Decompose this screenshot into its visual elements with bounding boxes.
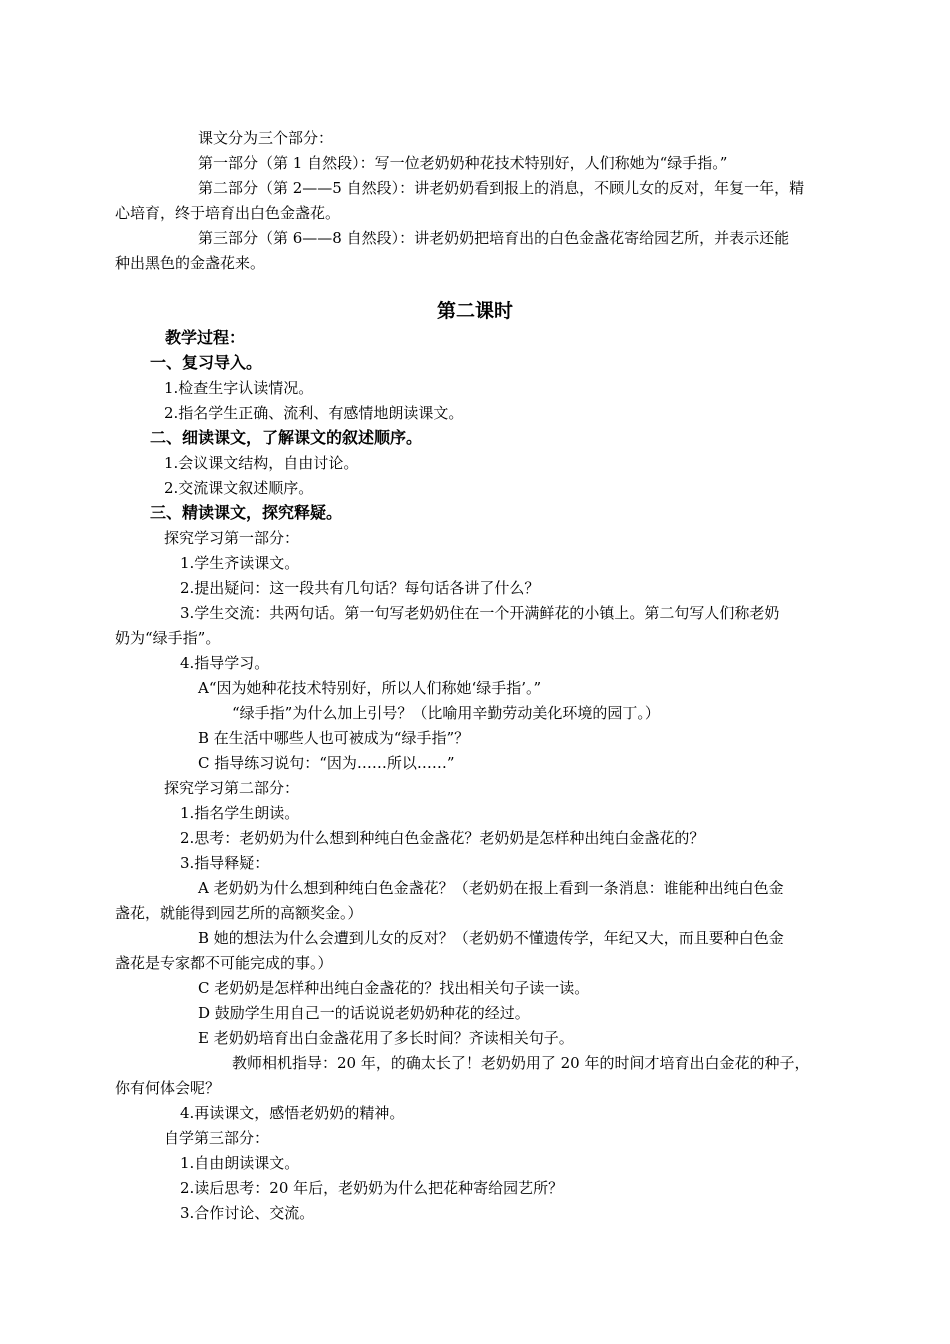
list-item: 盏花，就能得到园艺所的高额奖金。）	[115, 904, 363, 922]
list-item: 2.思考：老奶奶为什么想到种纯白色金盏花？老奶奶是怎样种出纯白金盏花的？	[180, 829, 705, 847]
section-heading: 一、复习导入。	[150, 353, 263, 372]
list-item: 1.检查生字认读情况。	[164, 379, 314, 397]
list-item: 4.指导学习。	[180, 654, 270, 672]
list-item: 2.提出疑问：这一段共有几句话？每句话各讲了什么？	[180, 579, 540, 597]
list-item: “绿手指”为什么加上引号？（比喻用辛勤劳动美化环境的园丁。）	[232, 704, 660, 722]
list-item: A“因为她种花技术特别好，所以人们称她‘绿手指’。”	[198, 679, 542, 697]
list-item: 2.交流课文叙述顺序。	[164, 479, 314, 497]
list-item: 你有何体会呢？	[115, 1079, 221, 1097]
process-heading: 教学过程：	[165, 328, 246, 347]
list-item: 4.再读课文，感悟老奶奶的精神。	[180, 1104, 405, 1122]
list-item: 3.合作讨论、交流。	[180, 1204, 315, 1222]
intro-line: 第一部分（第 1 自然段）：写一位老奶奶种花技术特别好，人们称她为“绿手指。”	[198, 154, 728, 172]
list-item: 1.自由朗读课文。	[180, 1154, 300, 1172]
list-item: E 老奶奶培育出白金盏花用了多长时间？齐读相关句子。	[198, 1029, 574, 1047]
list-item: 3.学生交流：共两句话。第一句写老奶奶住在一个开满鲜花的小镇上。第二句写人们称老奶	[180, 604, 780, 622]
intro-line: 第三部分（第 6——8 自然段）：讲老奶奶把培育出的白色金盏花寄给园艺所，并表示还能	[198, 229, 790, 247]
subsection-heading: 探究学习第二部分：	[164, 779, 300, 797]
list-item: 奶为“绿手指”。	[115, 629, 221, 647]
list-item: 3.指导释疑：	[180, 854, 270, 872]
list-item: B 在生活中哪些人也可被成为“绿手指”？	[198, 729, 470, 747]
list-item: C 老奶奶是怎样种出纯白金盏花的？找出相关句子读一读。	[198, 979, 590, 997]
list-item: 2.读后思考：20 年后，老奶奶为什么把花种寄给园艺所？	[180, 1179, 564, 1197]
intro-line: 第二部分（第 2——5 自然段）：讲老奶奶看到报上的消息，不顾儿女的反对，年复一年，精	[198, 179, 805, 197]
list-item: 1.会议课文结构，自由讨论。	[164, 454, 359, 472]
intro-line: 种出黑色的金盏花来。	[115, 254, 266, 272]
list-item: 2.指名学生正确、流利、有感情地朗读课文。	[164, 404, 464, 422]
list-item: C 指导练习说句：“因为……所以……”	[198, 754, 455, 772]
list-item: 教师相机指导：20 年，的确太长了！老奶奶用了 20 年的时间才培育出白金花的种子，	[232, 1054, 810, 1072]
section-heading: 三、精读课文，探究释疑。	[150, 503, 343, 522]
list-item: 盏花是专家都不可能完成的事。）	[115, 954, 333, 972]
intro-line: 课文分为三个部分：	[198, 129, 334, 147]
list-item: A 老奶奶为什么想到种纯白色金盏花？（老奶奶在报上看到一条消息：谁能种出纯白色金	[198, 879, 784, 897]
list-item: 1.指名学生朗读。	[180, 804, 300, 822]
subsection-heading: 探究学习第一部分：	[164, 529, 300, 547]
list-item: B 她的想法为什么会遭到儿女的反对？（老奶奶不懂遗传学，年纪又大，而且要种白色金	[198, 929, 784, 947]
subsection-heading: 自学第三部分：	[164, 1129, 270, 1147]
intro-line: 心培育，终于培育出白色金盏花。	[115, 204, 341, 222]
list-item: 1.学生齐读课文。	[180, 554, 300, 572]
list-item: D 鼓励学生用自己一的话说说老奶奶种花的经过。	[198, 1004, 530, 1022]
page-title: 第二课时	[436, 300, 513, 322]
section-heading: 二、细读课文，了解课文的叙述顺序。	[150, 428, 423, 447]
